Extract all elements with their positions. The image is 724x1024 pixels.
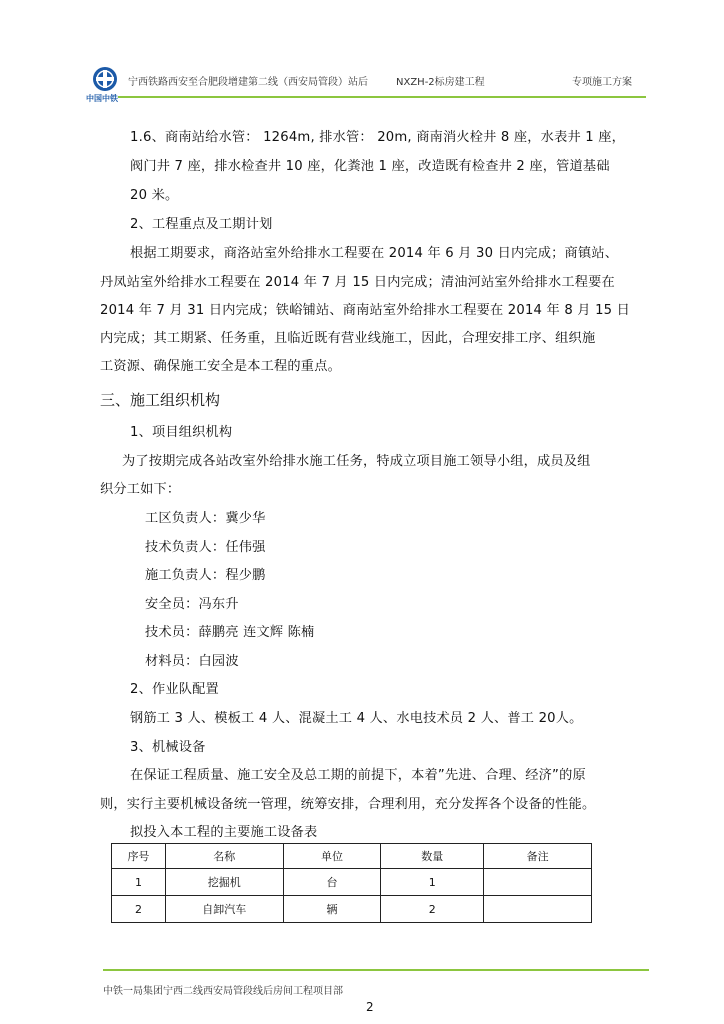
table-row: [112, 869, 592, 896]
table-row: [112, 896, 592, 923]
subsection-3-title: 3、机械设备: [130, 740, 206, 755]
section-2-line-1: 根据工期要求，商洛站室外给排水工程要在 2014 年 6 月 30 日内完成；商镇站、: [130, 246, 619, 261]
table-header-cell: 数量: [381, 844, 484, 869]
section-3-heading: 三、施工组织机构: [100, 391, 221, 409]
table-cell: 1: [112, 869, 166, 896]
table-caption: 拟投入本工程的主要施工设备表: [130, 825, 318, 840]
paragraph-1-6-line-2: 阀门井 7 座，排水检查井 10 座，化粪池 1 座，改造既有检查井 2 座，管道基础: [130, 159, 610, 174]
staff-line: 技术员：薛鹏亮 连文辉 陈楠: [145, 625, 315, 640]
table-header-cell: 单位: [283, 844, 381, 869]
paragraph-1-6-line-3: 20 米。: [130, 188, 179, 203]
subsection-1-intro-line-2: 织分工如下：: [100, 482, 181, 497]
table-cell: 台: [283, 869, 381, 896]
section-2-line-2: 丹凤站室外给排水工程要在 2014 年 7 月 15 日内完成；清油河站室外给排水工程要在: [100, 275, 615, 290]
table-cell: 辆: [283, 896, 381, 923]
table-cell: [484, 896, 592, 923]
header-right: 专项施工方案: [572, 77, 632, 88]
page-number: 2: [366, 1000, 374, 1014]
staff-line: 材料员：白园波: [145, 654, 239, 669]
table-cell: 2: [112, 896, 166, 923]
paragraph-1-6-line-1: 1.6、商南站给水管： 1264m, 排水管： 20m, 商南消火栓井 8 座，水表井 1 座，: [130, 130, 625, 145]
section-2-title: 2、工程重点及工期计划: [130, 217, 273, 232]
table-header-cell: 名称: [165, 844, 283, 869]
table-header-cell: 序号: [112, 844, 166, 869]
table-cell: [484, 869, 592, 896]
subsection-2-title: 2、作业队配置: [130, 682, 219, 697]
subsection-1-intro-line-1: 为了按期完成各站改室外给排水施工任务，特成立项目施工领导小组，成员及组: [122, 454, 591, 469]
subsection-3-text-line-2: 则，实行主要机械设备统一管理，统筹安排，合理利用，充分发挥各个设备的性能。: [100, 797, 596, 812]
subsection-1-title: 1、项目组织机构: [130, 425, 233, 440]
subsection-2-text: 钢筋工 3 人、模板工 4 人、混凝土工 4 人、水电技术员 2 人、普工 20人。: [130, 711, 583, 726]
header-left: 宁西铁路西安至合肥段增建第二线（西安局管段）站后: [128, 77, 368, 88]
footer-text: 中铁一局集团宁西二线西安局管段线后房间工程项目部: [103, 986, 343, 997]
section-2-line-4: 内完成；其工期紧、任务重，且临近既有营业线施工，因此，合理安排工序、组织施: [100, 331, 596, 346]
staff-line: 技术负责人：任伟强: [145, 540, 266, 555]
staff-line: 施工负责人：程少鹏: [145, 568, 266, 583]
footer-rule: [103, 969, 649, 971]
table-cell: 2: [381, 896, 484, 923]
table-cell: 1: [381, 869, 484, 896]
table-cell: 自卸汽车: [165, 896, 283, 923]
header-center: NXZH-2标房建工程: [396, 77, 485, 88]
subsection-3-text-line-1: 在保证工程质量、施工安全及总工期的前提下，本着”先进、合理、经济”的原: [130, 768, 586, 783]
section-2-line-5: 工资源、确保施工安全是本工程的重点。: [100, 359, 341, 374]
logo-caption: 中国中铁: [86, 94, 118, 103]
china-railway-logo-icon: [88, 66, 122, 92]
staff-line: 安全员：冯东升: [145, 597, 239, 612]
staff-line: 工区负责人：冀少华: [145, 511, 266, 526]
table-header-row: [112, 844, 592, 869]
table-cell: 挖掘机: [165, 869, 283, 896]
section-2-line-3: 2014 年 7 月 31 日内完成；铁峪铺站、商南站室外给排水工程要在 2014 年 8 月 15 日: [100, 303, 631, 318]
header-rule: [118, 96, 646, 98]
table-header-cell: 备注: [484, 844, 592, 869]
equipment-table: [111, 843, 592, 923]
